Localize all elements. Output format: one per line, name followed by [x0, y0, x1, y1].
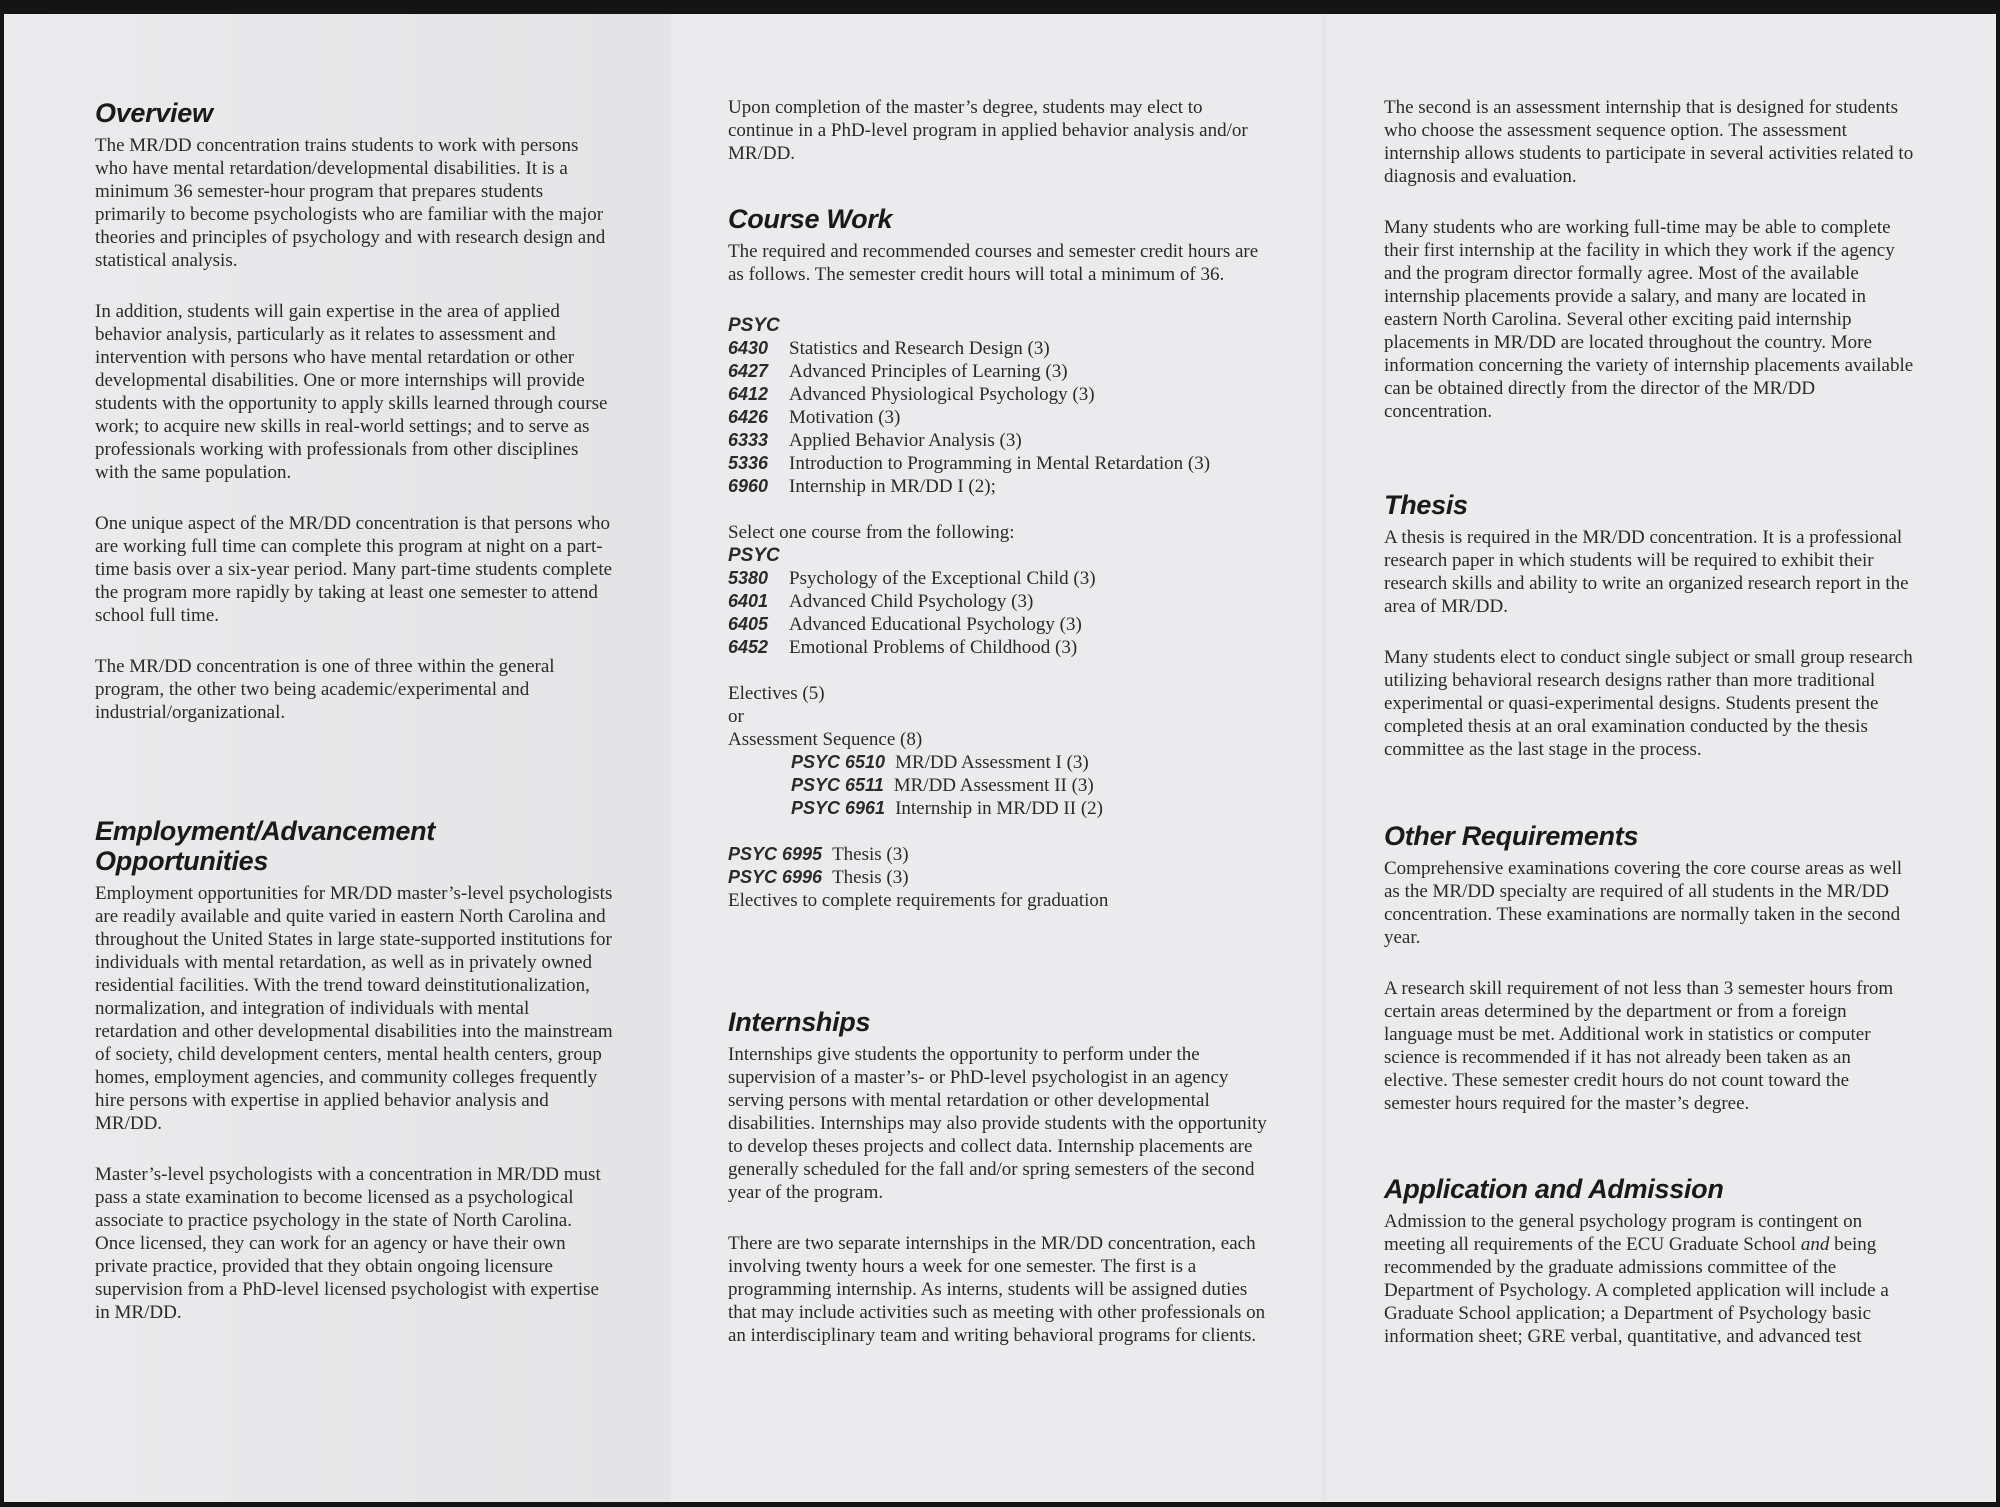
overview-paragraph-3: One unique aspect of the MR/DD concentration is that persons who are working full time can complete this program at night on a part-time basis over a six-year period. Many part-time students complete the program more rapidly by taking at least one semester to attend school full time.	[95, 513, 613, 626]
application-text-b: being recommended by the graduate admissions committee of the Department of Psychology. A completed application will include a Graduate School application; a Department of Psychology basic information sheet; GRE verbal, quantitative, and advanced test	[1384, 1234, 1889, 1347]
brochure-page	[4, 14, 1996, 1502]
course-row	[728, 843, 1268, 866]
course-number: 6430	[728, 338, 769, 358]
course-title: Internship in MR/DD II (2)	[895, 798, 1103, 819]
course-work-intro: The required and recommended courses and semester credit hours are as follows. The semester credit hours will total a minimum of 36.	[728, 241, 1259, 285]
course-number: 5336	[728, 453, 769, 473]
course-number: 6960	[728, 476, 769, 496]
course-row	[728, 590, 1268, 613]
course-row	[728, 360, 1268, 383]
thesis-section	[1384, 490, 1914, 761]
or-label: or	[728, 706, 744, 727]
course-row	[728, 383, 1268, 406]
course-number: PSYC 6996	[728, 867, 823, 887]
course-title: Motivation (3)	[789, 407, 901, 428]
course-title: Internship in MR/DD I (2);	[789, 476, 996, 497]
course-row	[791, 774, 1268, 797]
course-number: 5380	[728, 568, 769, 588]
assessment-sequence-label: Assessment Sequence (8)	[728, 729, 923, 750]
internships-section	[728, 1007, 1268, 1347]
course-row	[728, 429, 1268, 452]
internships-paragraph-1: Internships give students the opportunity to perform under the supervision of a master’s- or PhD-level psychologist in an agency serving persons with mental retardation or other developmental disabilities. Internships may also provide students with the opportunity to develop theses projects and collect data. Internship placements are generally scheduled for the fall and/or spring semesters of the second year of the program.	[728, 1044, 1267, 1203]
overview-section	[95, 98, 615, 724]
course-work-section	[728, 204, 1268, 912]
application-text-a: Admission to the general psychology program is contingent on meeting all requirements of the ECU Graduate School	[1384, 1211, 1863, 1255]
course-title: Applied Behavior Analysis (3)	[789, 430, 1022, 451]
internships-continued-section	[1384, 96, 1914, 423]
course-row	[728, 636, 1268, 659]
overview-heading: Overview	[95, 98, 213, 128]
application-paragraph	[1384, 1210, 1914, 1348]
course-row	[728, 613, 1268, 636]
course-title: Thesis (3)	[832, 844, 909, 865]
internships-heading: Internships	[728, 1007, 871, 1037]
course-row	[728, 475, 1268, 498]
other-requirements-section	[1384, 821, 1914, 1115]
course-number: PSYC 6995	[728, 844, 823, 864]
course-number: 6401	[728, 591, 769, 611]
continuation-paragraph: Upon completion of the master’s degree, students may elect to continue in a PhD-level program in applied behavior analysis and/or MR/DD.	[728, 97, 1248, 164]
select-psyc-label: PSYC	[728, 545, 780, 566]
course-number: 6452	[728, 637, 769, 657]
employment-section	[95, 816, 615, 1324]
internships-paragraph-2: There are two separate internships in the MR/DD concentration, each involving twenty hours a week for one semester. The first is a programming internship. As interns, students will be assigned duties that may include activities such as meeting with other professionals on an interdisciplinary team and writing behavioral programs for clients.	[728, 1233, 1266, 1346]
application-section	[1384, 1174, 1914, 1348]
course-title: MR/DD Assessment I (3)	[895, 752, 1089, 773]
course-title: Psychology of the Exceptional Child (3)	[789, 568, 1096, 589]
overview-paragraph-2: In addition, students will gain expertise in the area of applied behavior analysis, particularly as it relates to assessment and intervention with persons who have mental retardation or other developmental disabilities. One or more internships will provide students with the opportunity to apply skills learned through course work; to acquire new skills in real-world settings; and to serve as professionals working with professionals from other disciplines with the same population.	[95, 301, 608, 483]
thesis-heading: Thesis	[1384, 490, 1468, 520]
assessment-course-list	[728, 751, 1268, 820]
course-title: Emotional Problems of Childhood (3)	[789, 637, 1078, 658]
electives-block	[728, 682, 1268, 820]
thesis-course-list	[728, 843, 1268, 889]
thesis-paragraph-1: A thesis is required in the MR/DD concentration. It is a professional research paper in which students will be required to exhibit their research skills and ability to write an organized research report in the area of MR/DD.	[1384, 527, 1909, 617]
optional-course-list	[728, 567, 1268, 659]
course-row	[728, 406, 1268, 429]
course-number: 6405	[728, 614, 769, 634]
other-requirements-paragraph-1: Comprehensive examinations covering the core course areas as well as the MR/DD specialty are required of all students in the MR/DD concentration. These examinations are normally taken in the second year.	[1384, 858, 1903, 948]
other-requirements-paragraph-2: A research skill requirement of not less than 3 semester hours from certain areas determined by the department or from a foreign language must be met. Additional work in statistics or computer science is recommended if it has not already been taken as an elective. These semester credit hours do not count toward the semester hours required for the master’s degree.	[1384, 978, 1894, 1114]
course-title: Advanced Principles of Learning (3)	[789, 361, 1068, 382]
course-row	[728, 866, 1268, 889]
course-work-heading: Course Work	[728, 204, 893, 234]
optional-courses	[728, 521, 1268, 659]
application-heading: Application and Admission	[1384, 1174, 1724, 1204]
electives-label: Electives (5)	[728, 683, 825, 704]
other-requirements-heading: Other Requirements	[1384, 821, 1639, 851]
select-one-label: Select one course from the following:	[728, 522, 1015, 543]
course-number: 6427	[728, 361, 769, 381]
internships-continued-paragraph-2: Many students who are working full-time may be able to complete their first internship at the facility in which they work if the agency and the program director formally agree. Most of the available internship placements provide a salary, and many are located in eastern North Carolina. Several other exciting paid internship placements in MR/DD are located throughout the country. More information concerning the variety of internship placements available can be obtained directly from the director of the MR/DD concentration.	[1384, 217, 1914, 422]
course-row	[728, 452, 1268, 475]
course-title: Advanced Child Psychology (3)	[789, 591, 1034, 612]
course-title: MR/DD Assessment II (3)	[893, 775, 1094, 796]
electives-complete-label: Electives to complete requirements for graduation	[728, 890, 1109, 911]
course-title: Advanced Educational Psychology (3)	[789, 614, 1082, 635]
employment-paragraph-2: Master’s-level psychologists with a concentration in MR/DD must pass a state examination to become licensed as a psychological associate to practice psychology in the state of North Carolina. Once licensed, they can work for an agency or have their own private practice, provided that they obtain ongoing licensure supervision from a PhD-level licensed psychologist with expertise in MR/DD.	[95, 1164, 601, 1323]
required-course-list	[728, 337, 1268, 498]
course-title: Statistics and Research Design (3)	[789, 338, 1050, 359]
course-row	[728, 567, 1268, 590]
employment-paragraph-1: Employment opportunities for MR/DD master’s-level psychologists are readily available and quite varied in eastern North Carolina and throughout the United States in large state-supported institutions for individuals with mental retardation, as well as in privately owned residential facilities. With the trend toward deinstitutionalization, normalization, and integration of individuals with mental retardation and other developmental disabilities into the mainstream of society, child development centers, mental health centers, group homes, employment agencies, and community colleges frequently hire persons with expertise in applied behavior analysis and MR/DD.	[95, 883, 613, 1134]
course-number: 6426	[728, 407, 769, 427]
continuation-section	[728, 96, 1268, 165]
course-number: 6333	[728, 430, 769, 450]
course-row	[791, 751, 1268, 774]
course-number: PSYC 6511	[791, 775, 884, 795]
course-title: Advanced Physiological Psychology (3)	[789, 384, 1095, 405]
employment-heading: Employment/Advancement Opportunities	[95, 816, 435, 876]
course-title: Introduction to Programming in Mental Retardation (3)	[789, 453, 1211, 474]
course-number: PSYC 6510	[791, 752, 886, 772]
course-row	[791, 797, 1268, 820]
internships-continued-paragraph-1: The second is an assessment internship that is designed for students who choose the assessment sequence option. The assessment internship allows students to participate in several activities related to diagnosis and evaluation.	[1384, 97, 1914, 187]
course-number: PSYC 6961	[791, 798, 886, 818]
overview-paragraph-4: The MR/DD concentration is one of three within the general program, the other two being academic/experimental and industrial/organizational.	[95, 656, 555, 723]
overview-paragraph-1: The MR/DD concentration trains students to work with persons who have mental retardation/developmental disabilities. It is a minimum 36 semester-hour program that prepares students primarily to become psychologists who are familiar with the major theories and principles of psychology and with research design and statistical analysis.	[95, 135, 606, 271]
thesis-paragraph-2: Many students elect to conduct single subject or small group research utilizing behavioral research designs rather than more traditional experimental or quasi-experimental designs. Students present the completed thesis at an oral examination conducted by the thesis committee as the last stage in the process.	[1384, 647, 1913, 760]
required-courses	[728, 314, 1268, 498]
application-text-emphasis: and	[1800, 1234, 1830, 1255]
psyc-label: PSYC	[728, 315, 780, 336]
course-row	[728, 337, 1268, 360]
thesis-courses-block	[728, 843, 1268, 912]
course-number: 6412	[728, 384, 769, 404]
course-title: Thesis (3)	[832, 867, 909, 888]
